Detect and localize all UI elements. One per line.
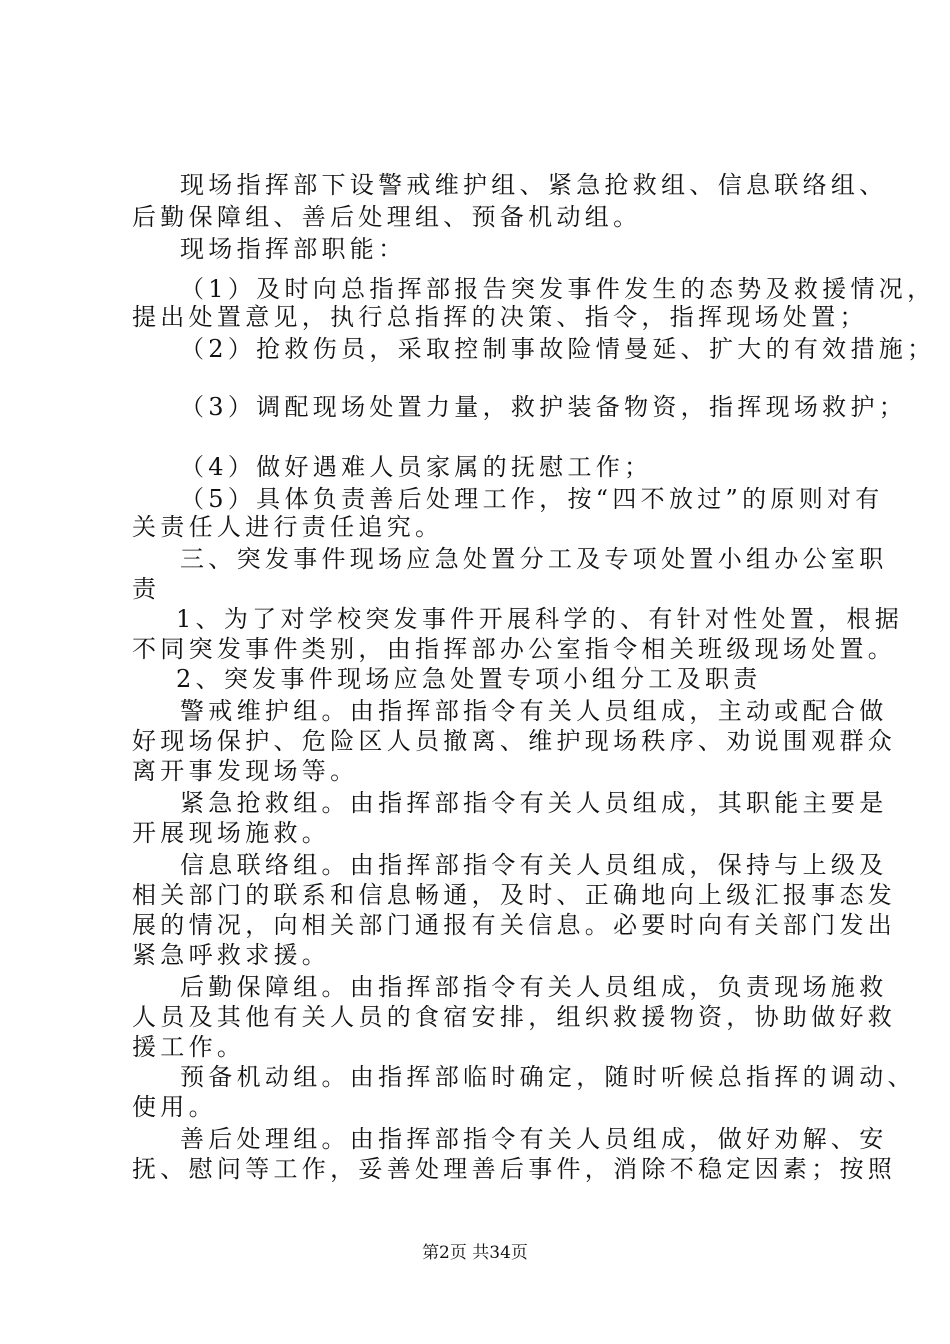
paragraph-line: 2、突发事件现场应急处置专项小组分工及职责 [176, 665, 762, 693]
paragraph-line: 离开事发现场等。 [132, 757, 359, 785]
paragraph-line: （2）抢救伤员，采取控制事故险情曼延、扩大的有效措施； [180, 335, 936, 363]
paragraph-line: （1）及时向总指挥部报告突发事件发生的态势及救援情况， [180, 275, 936, 303]
paragraph-line: （5）具体负责善后处理工作，按“四不放过”的原则对有 [180, 485, 884, 513]
paragraph-line: 提出处置意见，执行总指挥的决策、指令，指挥现场处置； [132, 303, 868, 331]
paragraph-line: 不同突发事件类别，由指挥部办公室指令相关班级现场处置。 [132, 635, 897, 663]
paragraph-line: 善后处理组。由指挥部指令有关人员组成，做好劝解、安 [180, 1125, 888, 1153]
paragraph-line: （3）调配现场处置力量，救护装备物资，指挥现场救护； [180, 393, 908, 421]
paragraph-line: 相关部门的联系和信息畅通，及时、正确地向上级汇报事态发 [132, 881, 897, 909]
paragraph-line: 使用。 [132, 1093, 217, 1121]
paragraph-line: 现场指挥部下设警戒维护组、紧急抢救组、信息联络组、 [180, 171, 888, 199]
paragraph-line: 1、为了对学校突发事件开展科学的、有针对性处置，根据 [176, 605, 904, 633]
paragraph-line: 援工作。 [132, 1033, 246, 1061]
paragraph-line: 紧急抢救组。由指挥部指令有关人员组成，其职能主要是 [180, 789, 888, 817]
paragraph-line: 预备机动组。由指挥部临时确定，随时听候总指挥的调动、 [180, 1063, 916, 1091]
paragraph-line: 现场指挥部职能： [180, 235, 407, 263]
paragraph-line: 三、突发事件现场应急处置分工及专项处置小组办公室职 [180, 545, 888, 573]
paragraph-line: 抚、慰问等工作，妥善处理善后事件，消除不稳定因素；按照 [132, 1155, 897, 1183]
paragraph-line: 警戒维护组。由指挥部指令有关人员组成，主动或配合做 [180, 697, 888, 725]
paragraph-line: 开展现场施救。 [132, 819, 331, 847]
paragraph-line: 信息联络组。由指挥部指令有关人员组成，保持与上级及 [180, 851, 888, 879]
paragraph-line: 好现场保护、危险区人员撤离、维护现场秩序、劝说围观群众 [132, 727, 897, 755]
paragraph-line: （4）做好遇难人员家属的抚慰工作； [180, 453, 653, 481]
paragraph-line: 紧急呼救求援。 [132, 941, 331, 969]
page-number-footer: 第2页 共34页 [422, 1243, 528, 1263]
paragraph-line: 后勤保障组。由指挥部指令有关人员组成，负责现场施救 [180, 973, 888, 1001]
paragraph-line: 关责任人进行责任追究。 [132, 513, 444, 541]
paragraph-line: 后勤保障组、善后处理组、预备机动组。 [132, 203, 642, 231]
paragraph-line: 展的情况，向相关部门通报有关信息。必要时向有关部门发出 [132, 911, 897, 939]
paragraph-line: 责 [132, 575, 161, 603]
paragraph-line: 人员及其他有关人员的食宿安排，组织救援物资，协助做好救 [132, 1003, 897, 1031]
